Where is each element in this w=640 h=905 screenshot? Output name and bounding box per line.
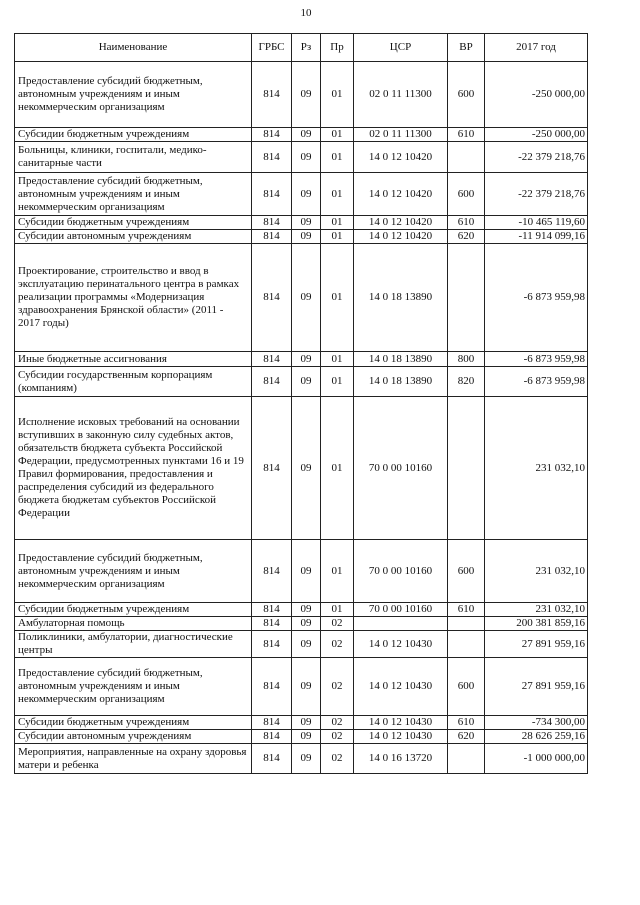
- cell-grbs: 814: [252, 658, 292, 716]
- cell-pr: 01: [321, 603, 354, 617]
- table-header-row: [15, 34, 588, 62]
- cell-grbs: 814: [252, 603, 292, 617]
- cell-csr: 14 0 16 13720: [354, 744, 448, 774]
- cell-csr: 70 0 00 10160: [354, 603, 448, 617]
- table-row: [15, 352, 588, 367]
- cell-csr: 14 0 12 10420: [354, 173, 448, 216]
- cell-pr: 01: [321, 142, 354, 173]
- cell-rz: 09: [292, 244, 321, 352]
- cell-vr: 800: [448, 352, 485, 367]
- table-row: [15, 367, 588, 397]
- cell-grbs: 814: [252, 744, 292, 774]
- cell-vr: [448, 142, 485, 173]
- cell-name: Субсидии бюджетным учреждениям: [15, 716, 252, 730]
- cell-amount: -11 914 099,16: [485, 230, 588, 244]
- cell-vr: 820: [448, 367, 485, 397]
- cell-name: Иные бюджетные ассигнования: [15, 352, 252, 367]
- header-pr: Пр: [321, 34, 354, 62]
- cell-amount: -1 000 000,00: [485, 744, 588, 774]
- cell-csr: 14 0 18 13890: [354, 244, 448, 352]
- cell-amount: 231 032,10: [485, 540, 588, 603]
- cell-name: Предоставление субсидий бюджетным, автономным учреждениям и иным некоммерческим организациям: [15, 62, 252, 128]
- table-row: [15, 62, 588, 128]
- cell-rz: 09: [292, 367, 321, 397]
- cell-grbs: 814: [252, 540, 292, 603]
- cell-csr: 14 0 18 13890: [354, 352, 448, 367]
- cell-pr: 01: [321, 128, 354, 142]
- cell-rz: 09: [292, 128, 321, 142]
- cell-vr: 610: [448, 716, 485, 730]
- cell-name: Проектирование, строительство и ввод в эксплуатацию перинатального центра в рамках реализации программы «Модернизация здравоохранения Брянской области» (2011 - 2017 годы): [15, 244, 252, 352]
- table-row: [15, 658, 588, 716]
- cell-amount: -6 873 959,98: [485, 352, 588, 367]
- cell-grbs: 814: [252, 367, 292, 397]
- cell-csr: 14 0 12 10430: [354, 658, 448, 716]
- cell-grbs: 814: [252, 230, 292, 244]
- cell-amount: 231 032,10: [485, 397, 588, 540]
- cell-pr: 01: [321, 397, 354, 540]
- cell-pr: 01: [321, 540, 354, 603]
- cell-pr: 01: [321, 244, 354, 352]
- cell-rz: 09: [292, 603, 321, 617]
- cell-csr: 14 0 12 10420: [354, 142, 448, 173]
- cell-rz: 09: [292, 142, 321, 173]
- cell-rz: 09: [292, 631, 321, 658]
- cell-rz: 09: [292, 62, 321, 128]
- cell-pr: 02: [321, 730, 354, 744]
- cell-name: Субсидии государственным корпорациям (компаниям): [15, 367, 252, 397]
- cell-vr: 610: [448, 216, 485, 230]
- cell-csr: 14 0 12 10430: [354, 631, 448, 658]
- cell-csr: 02 0 11 11300: [354, 128, 448, 142]
- table-row: [15, 617, 588, 631]
- cell-name: Мероприятия, направленные на охрану здоровья матери и ребенка: [15, 744, 252, 774]
- cell-amount: -250 000,00: [485, 62, 588, 128]
- cell-csr: 70 0 00 10160: [354, 397, 448, 540]
- table-body: [15, 62, 588, 774]
- cell-name: Субсидии бюджетным учреждениям: [15, 603, 252, 617]
- cell-grbs: 814: [252, 216, 292, 230]
- table-row: [15, 244, 588, 352]
- cell-pr: 01: [321, 62, 354, 128]
- cell-csr: 14 0 12 10430: [354, 716, 448, 730]
- table-row: [15, 540, 588, 603]
- cell-vr: 600: [448, 173, 485, 216]
- cell-pr: 01: [321, 230, 354, 244]
- cell-rz: 09: [292, 173, 321, 216]
- cell-rz: 09: [292, 744, 321, 774]
- header-vr: ВР: [448, 34, 485, 62]
- cell-grbs: 814: [252, 617, 292, 631]
- header-csr: ЦСР: [354, 34, 448, 62]
- cell-grbs: 814: [252, 128, 292, 142]
- cell-vr: [448, 631, 485, 658]
- header-grbs: ГРБС: [252, 34, 292, 62]
- cell-pr: 01: [321, 216, 354, 230]
- cell-csr: 70 0 00 10160: [354, 540, 448, 603]
- cell-rz: 09: [292, 397, 321, 540]
- cell-name: Поликлиники, амбулатории, диагностические центры: [15, 631, 252, 658]
- table-row: [15, 397, 588, 540]
- cell-vr: [448, 744, 485, 774]
- cell-grbs: 814: [252, 352, 292, 367]
- table-row: [15, 631, 588, 658]
- cell-csr: 14 0 18 13890: [354, 367, 448, 397]
- header-amount: 2017 год: [485, 34, 588, 62]
- cell-amount: -6 873 959,98: [485, 244, 588, 352]
- cell-vr: 600: [448, 658, 485, 716]
- cell-amount: -250 000,00: [485, 128, 588, 142]
- cell-pr: 01: [321, 352, 354, 367]
- cell-name: Субсидии автономным учреждениям: [15, 230, 252, 244]
- cell-amount: -22 379 218,76: [485, 142, 588, 173]
- cell-name: Предоставление субсидий бюджетным, автономным учреждениям и иным некоммерческим организациям: [15, 658, 252, 716]
- table-row: [15, 716, 588, 730]
- cell-name: Предоставление субсидий бюджетным, автономным учреждениям и иным некоммерческим организациям: [15, 540, 252, 603]
- cell-rz: 09: [292, 540, 321, 603]
- cell-name: Исполнение исковых требований на основании вступивших в законную силу судебных актов, обязательств бюджета субъекта Российской Федерации, предусмотренных пунктами 16 и 19 Правил формирования, предоставления и распределения субсидий из федерального бюджета бюджетам субъектов Российской Федерации: [15, 397, 252, 540]
- cell-csr: 14 0 12 10420: [354, 216, 448, 230]
- table-row: [15, 603, 588, 617]
- cell-name: Предоставление субсидий бюджетным, автономным учреждениям и иным некоммерческим организациям: [15, 173, 252, 216]
- table-row: [15, 216, 588, 230]
- cell-grbs: 814: [252, 716, 292, 730]
- budget-table: [14, 33, 588, 774]
- cell-csr: 02 0 11 11300: [354, 62, 448, 128]
- cell-name: Субсидии бюджетным учреждениям: [15, 216, 252, 230]
- cell-rz: 09: [292, 730, 321, 744]
- cell-grbs: 814: [252, 173, 292, 216]
- header-name: Наименование: [15, 34, 252, 62]
- cell-amount: -6 873 959,98: [485, 367, 588, 397]
- cell-vr: 600: [448, 62, 485, 128]
- header-rz: Рз: [292, 34, 321, 62]
- cell-amount: -10 465 119,60: [485, 216, 588, 230]
- table-row: [15, 730, 588, 744]
- cell-name: Больницы, клиники, госпитали, медико-санитарные части: [15, 142, 252, 173]
- cell-grbs: 814: [252, 631, 292, 658]
- cell-grbs: 814: [252, 730, 292, 744]
- cell-amount: -22 379 218,76: [485, 173, 588, 216]
- cell-pr: 02: [321, 716, 354, 730]
- cell-rz: 09: [292, 658, 321, 716]
- cell-pr: 02: [321, 631, 354, 658]
- cell-name: Амбулаторная помощь: [15, 617, 252, 631]
- cell-pr: 02: [321, 658, 354, 716]
- cell-grbs: 814: [252, 142, 292, 173]
- cell-vr: 620: [448, 230, 485, 244]
- cell-pr: 02: [321, 744, 354, 774]
- cell-pr: 02: [321, 617, 354, 631]
- table-row: [15, 128, 588, 142]
- cell-csr: [354, 617, 448, 631]
- page-number: 10: [300, 7, 312, 19]
- cell-vr: [448, 397, 485, 540]
- cell-csr: 14 0 12 10430: [354, 730, 448, 744]
- cell-csr: 14 0 12 10420: [354, 230, 448, 244]
- cell-pr: 01: [321, 367, 354, 397]
- table-row: [15, 173, 588, 216]
- cell-rz: 09: [292, 617, 321, 631]
- cell-rz: 09: [292, 230, 321, 244]
- cell-vr: [448, 244, 485, 352]
- cell-amount: -734 300,00: [485, 716, 588, 730]
- cell-vr: 600: [448, 540, 485, 603]
- cell-amount: 231 032,10: [485, 603, 588, 617]
- table-row: [15, 230, 588, 244]
- cell-amount: 28 626 259,16: [485, 730, 588, 744]
- table-row: [15, 744, 588, 774]
- cell-vr: [448, 617, 485, 631]
- cell-vr: 610: [448, 128, 485, 142]
- cell-amount: 27 891 959,16: [485, 658, 588, 716]
- cell-pr: 01: [321, 173, 354, 216]
- table-row: [15, 142, 588, 173]
- cell-grbs: 814: [252, 397, 292, 540]
- cell-rz: 09: [292, 216, 321, 230]
- cell-name: Субсидии бюджетным учреждениям: [15, 128, 252, 142]
- cell-rz: 09: [292, 352, 321, 367]
- cell-vr: 620: [448, 730, 485, 744]
- cell-grbs: 814: [252, 62, 292, 128]
- cell-grbs: 814: [252, 244, 292, 352]
- cell-rz: 09: [292, 716, 321, 730]
- cell-amount: 27 891 959,16: [485, 631, 588, 658]
- cell-name: Субсидии автономным учреждениям: [15, 730, 252, 744]
- cell-amount: 200 381 859,16: [485, 617, 588, 631]
- cell-vr: 610: [448, 603, 485, 617]
